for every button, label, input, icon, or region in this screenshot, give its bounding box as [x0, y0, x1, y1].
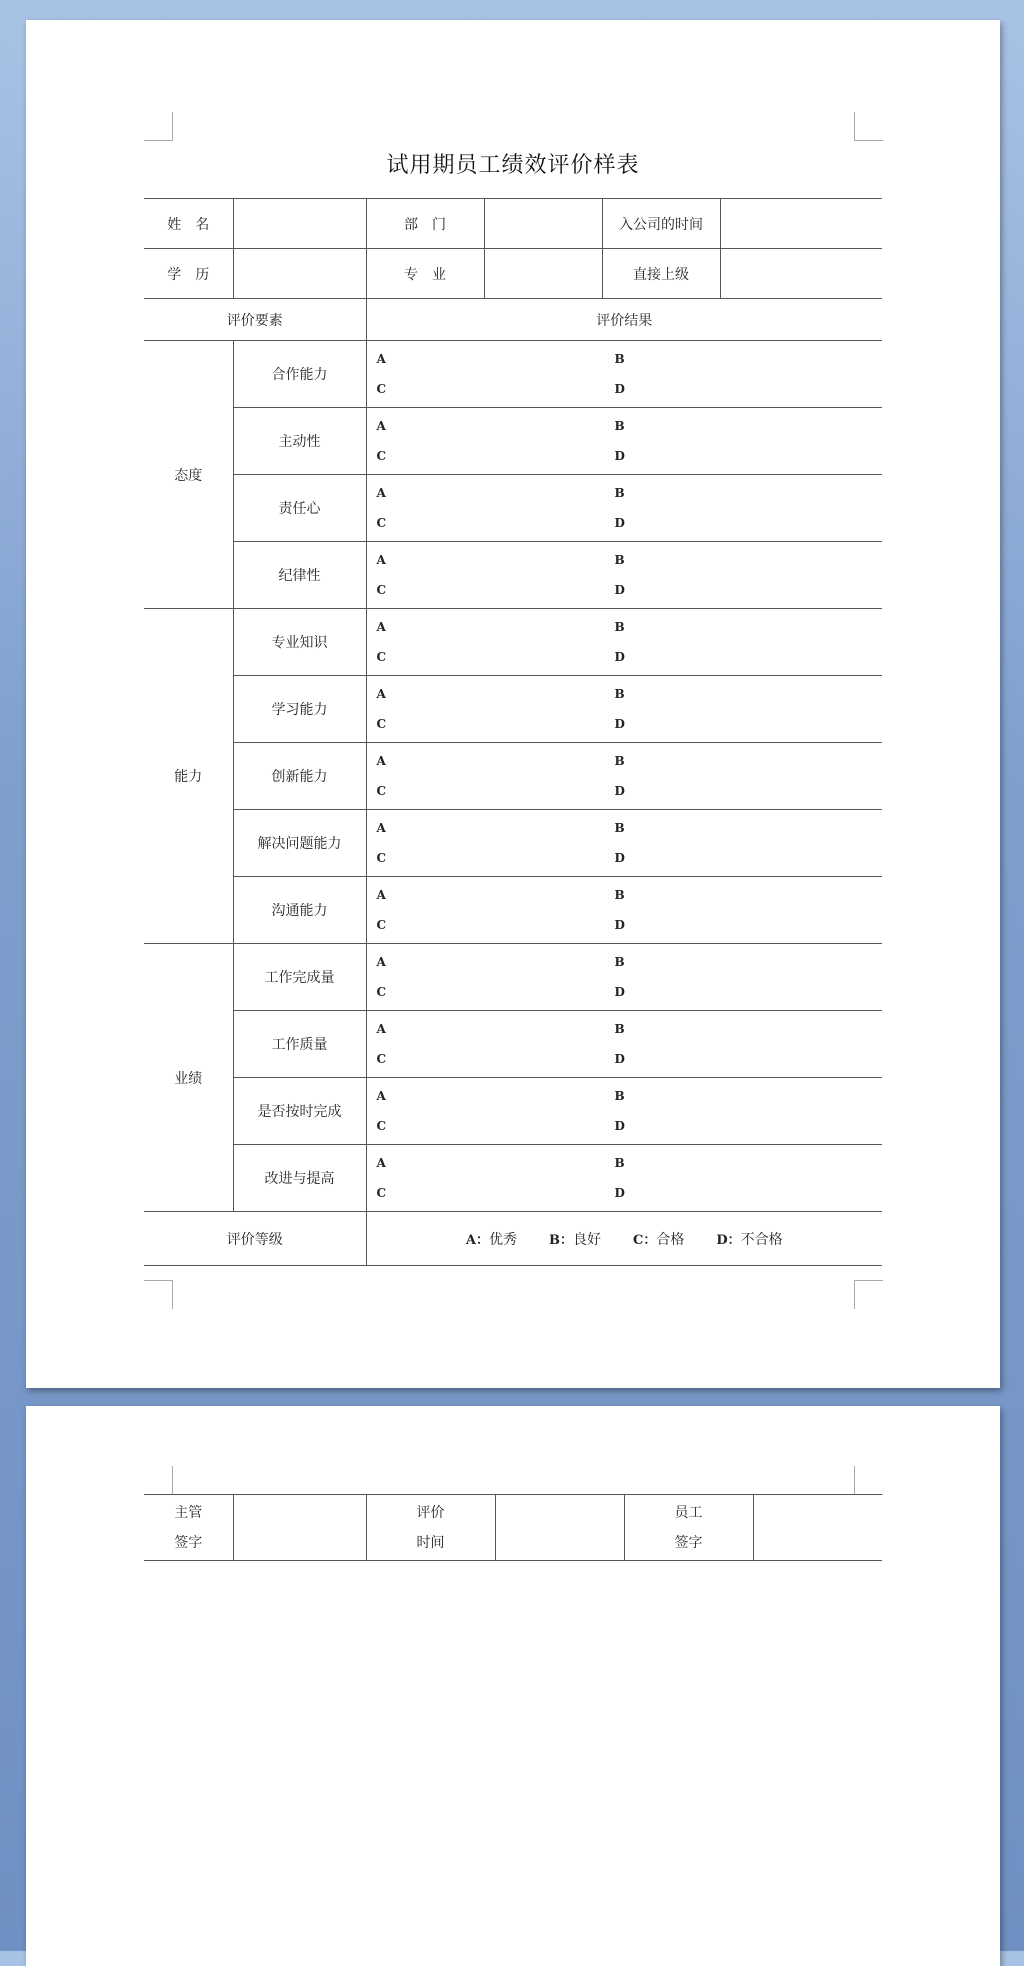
- education-field[interactable]: [233, 249, 366, 299]
- grade-option[interactable]: D: [614, 1119, 625, 1133]
- group-label: 业绩: [144, 944, 233, 1212]
- criterion-label: 专业知识: [233, 609, 366, 676]
- grade-option[interactable]: A: [376, 419, 386, 433]
- crop-mark: [854, 112, 883, 141]
- grade-option[interactable]: A: [376, 1089, 386, 1103]
- name-field[interactable]: [233, 199, 366, 249]
- grade-options[interactable]: [366, 609, 882, 676]
- major-field[interactable]: [484, 249, 602, 299]
- grade-option[interactable]: C: [376, 784, 387, 798]
- criterion-label: 合作能力: [233, 341, 366, 408]
- grade-option[interactable]: A: [376, 687, 386, 701]
- major-label: 专 业: [366, 249, 484, 299]
- grade-options[interactable]: [366, 1145, 882, 1212]
- result-header: 评价结果: [366, 299, 882, 341]
- grade-options[interactable]: [366, 341, 882, 408]
- criterion-label: 沟通能力: [233, 877, 366, 944]
- grade-option[interactable]: B: [614, 888, 625, 902]
- grade-option[interactable]: A: [376, 352, 386, 366]
- grade-options[interactable]: [366, 810, 882, 877]
- criterion-label: 是否按时完成: [233, 1078, 366, 1145]
- crop-mark: [144, 1466, 173, 1495]
- grade-scale-item: [633, 1232, 684, 1248]
- grade-option[interactable]: B: [614, 352, 625, 366]
- grade-option[interactable]: C: [376, 985, 387, 999]
- employee-sign-label: 员工 签字: [624, 1495, 753, 1561]
- grade-option[interactable]: C: [376, 717, 387, 731]
- criterion-row: [144, 1145, 882, 1212]
- grade-options[interactable]: [366, 475, 882, 542]
- grade-option[interactable]: D: [614, 650, 625, 664]
- grade-option[interactable]: D: [614, 717, 625, 731]
- criterion-label: 主动性: [233, 408, 366, 475]
- grade-option[interactable]: C: [376, 516, 387, 530]
- grade-options[interactable]: [366, 1078, 882, 1145]
- grade-option[interactable]: A: [376, 754, 386, 768]
- grade-option[interactable]: C: [376, 1186, 387, 1200]
- grade-option[interactable]: D: [614, 1052, 625, 1066]
- grade-option[interactable]: C: [376, 918, 387, 932]
- factor-header: 评价要素: [144, 299, 366, 341]
- grade-option[interactable]: B: [614, 821, 625, 835]
- grade-option[interactable]: C: [376, 449, 387, 463]
- criterion-row: [144, 408, 882, 475]
- criterion-label: 纪律性: [233, 542, 366, 609]
- grade-option[interactable]: C: [376, 1119, 387, 1133]
- education-label: 学 历: [144, 249, 233, 299]
- grade-option[interactable]: B: [614, 687, 625, 701]
- grade-option[interactable]: D: [614, 918, 625, 932]
- grade-option[interactable]: D: [614, 516, 625, 530]
- supervisor-sign-label: 主管 签字: [144, 1495, 233, 1561]
- document-page-2: [26, 1406, 1000, 1966]
- grade-scale: [366, 1212, 882, 1266]
- criterion-row: [144, 609, 882, 676]
- criterion-label: 工作完成量: [233, 944, 366, 1011]
- grade-option[interactable]: B: [614, 1156, 625, 1170]
- criterion-row: [144, 341, 882, 408]
- eval-date-field[interactable]: [495, 1495, 624, 1561]
- grade-option[interactable]: B: [614, 955, 625, 969]
- grade-option[interactable]: C: [376, 851, 387, 865]
- employee-sign-field[interactable]: [753, 1495, 882, 1561]
- grade-meaning: 良好: [572, 1231, 601, 1248]
- group-label: 态度: [144, 341, 233, 609]
- grade-key: C：: [632, 1232, 657, 1248]
- grade-option[interactable]: C: [376, 1052, 387, 1066]
- criterion-label: 工作质量: [233, 1011, 366, 1078]
- join-date-field[interactable]: [720, 199, 882, 249]
- grade-key: A：: [465, 1232, 489, 1248]
- grade-options[interactable]: [366, 676, 882, 743]
- criterion-row: [144, 743, 882, 810]
- name-label: 姓 名: [144, 199, 233, 249]
- grade-option[interactable]: D: [614, 851, 625, 865]
- group-label: 能力: [144, 609, 233, 944]
- grade-option[interactable]: C: [376, 382, 387, 396]
- grade-option[interactable]: D: [614, 382, 625, 396]
- grade-meaning: 不合格: [740, 1231, 783, 1248]
- dept-field[interactable]: [484, 199, 602, 249]
- criterion-label: 创新能力: [233, 743, 366, 810]
- crop-mark: [854, 1466, 883, 1495]
- grade-option[interactable]: B: [614, 553, 625, 567]
- grade-option[interactable]: B: [614, 1022, 625, 1036]
- criterion-row: [144, 944, 882, 1011]
- grade-option[interactable]: C: [376, 650, 387, 664]
- join-date-label: 入公司的时间: [602, 199, 720, 249]
- grade-option[interactable]: A: [376, 955, 386, 969]
- criterion-label: 解决问题能力: [233, 810, 366, 877]
- criterion-row: [144, 475, 882, 542]
- grade-option[interactable]: B: [614, 419, 625, 433]
- supervisor-field[interactable]: [720, 249, 882, 299]
- grade-options[interactable]: [366, 944, 882, 1011]
- grade-options[interactable]: [366, 877, 882, 944]
- grade-key: B：: [548, 1232, 573, 1248]
- grade-option[interactable]: B: [614, 1089, 625, 1103]
- grade-option[interactable]: B: [614, 620, 625, 634]
- grade-options[interactable]: [366, 542, 882, 609]
- grade-option[interactable]: D: [614, 449, 625, 463]
- grade-option[interactable]: B: [614, 754, 625, 768]
- grade-options[interactable]: [366, 408, 882, 475]
- grade-option[interactable]: A: [376, 888, 386, 902]
- grade-options[interactable]: [366, 743, 882, 810]
- grade-scale-item: [716, 1232, 782, 1248]
- grade-option[interactable]: A: [376, 1156, 386, 1170]
- grade-option[interactable]: B: [614, 486, 625, 500]
- supervisor-label: 直接上级: [602, 249, 720, 299]
- document-title: 试用期员工绩效评价样表: [386, 153, 640, 178]
- criterion-row: [144, 676, 882, 743]
- grade-option[interactable]: A: [376, 486, 386, 500]
- eval-date-label: 评价 时间: [366, 1495, 495, 1561]
- document-page-1: [26, 20, 1000, 1388]
- grade-option[interactable]: D: [614, 1186, 625, 1200]
- grade-option[interactable]: A: [376, 1022, 386, 1036]
- evaluation-table: [144, 198, 882, 1266]
- criterion-row: [144, 877, 882, 944]
- grade-option[interactable]: D: [614, 583, 625, 597]
- supervisor-sign-field[interactable]: [233, 1495, 366, 1561]
- criterion-label: 学习能力: [233, 676, 366, 743]
- grade-meaning: 合格: [656, 1231, 685, 1248]
- grade-scale-item: [466, 1232, 517, 1248]
- dept-label: 部 门: [366, 199, 484, 249]
- signature-table: [144, 1494, 882, 1561]
- crop-mark: [854, 1280, 883, 1309]
- grade-scale-item: [549, 1232, 601, 1248]
- grade-meaning: 优秀: [488, 1231, 517, 1248]
- grade-option[interactable]: A: [376, 821, 386, 835]
- criterion-row: [144, 542, 882, 609]
- grade-key: D：: [716, 1232, 741, 1248]
- criterion-row: [144, 810, 882, 877]
- grade-option[interactable]: C: [376, 583, 387, 597]
- crop-mark: [144, 112, 173, 141]
- criterion-row: [144, 1011, 882, 1078]
- crop-mark: [144, 1280, 173, 1309]
- grade-option[interactable]: D: [614, 985, 625, 999]
- criterion-label: 责任心: [233, 475, 366, 542]
- grade-option[interactable]: D: [614, 784, 625, 798]
- grade-options[interactable]: [366, 1011, 882, 1078]
- grade-scale-label: 评价等级: [144, 1212, 366, 1266]
- criterion-label: 改进与提高: [233, 1145, 366, 1212]
- criterion-row: [144, 1078, 882, 1145]
- grade-option[interactable]: A: [376, 620, 386, 634]
- grade-option[interactable]: A: [376, 553, 386, 567]
